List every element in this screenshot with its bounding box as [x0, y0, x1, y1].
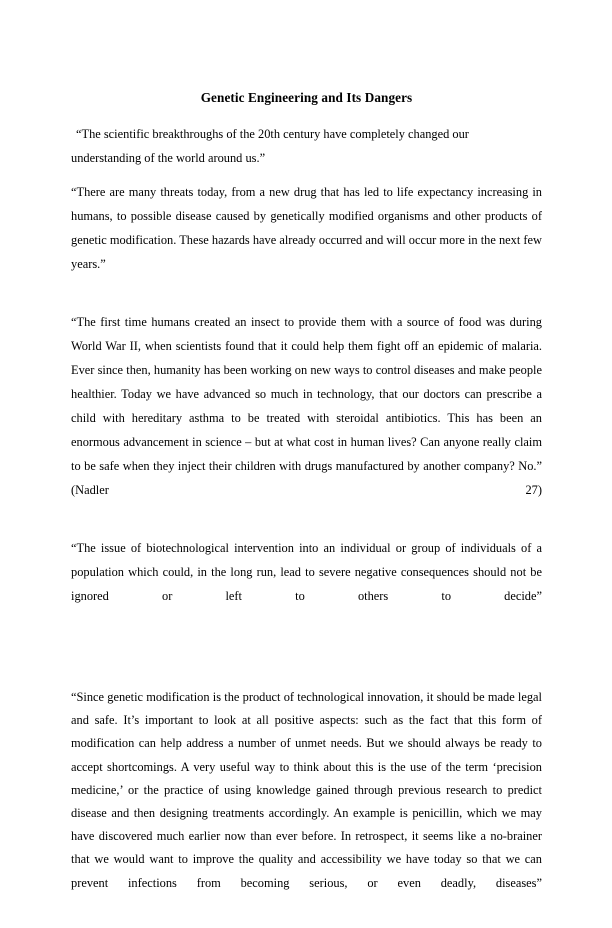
paragraph-threats: “There are many threats today, from a new drug that has led to life expectancy increasing in humans, to possible disease caused by genetically modified organisms and other products of genetic modification. These hazards have already occurred and will occur more in the next few years.” — [71, 185, 542, 271]
paragraph-history-citation: “The first time humans created an insect to provide them with a source of food was during World War II, when scientists found that it could help them fight off an epidemic of malaria. Ever since then, humanity has been working on new ways to control diseases and make people healthier. Today we have advanced so much in technology, that our doctors can prescribe a child with hereditary asthma to be treated with steroidal antibiotics. This has been an enormous advancement in science – but at what cost in human lives? Can anyone really claim to be safe when they inject their children with drugs manufactured by another company? No.” (Nadler 27) — [71, 315, 542, 497]
page-title: Genetic Engineering and Its Dangers — [200, 90, 413, 105]
paragraph-precision-medicine: “Since genetic modification is the product of technological innovation, it should be made legal and safe. It’s important to look at all positive aspects: such as the fact that this form of modification can help address a number of unmet needs. But we should always be ready to accept shortcomings. A very useful way to think about this is the use of the term ‘precision medicine,’ or the practice of using knowledge gained through previous research to predict disease and then designing treatments accordingly. An example is penicillin, which we may have discovered much earlier now than ever before. In retrospect, it seems like a no-brainer that we would want to improve the quality and accessibility we have today so that we can prevent infections from becoming serious, or even deadly, diseases” — [71, 690, 542, 890]
paragraph-biotechnological-intervention: “The issue of biotechnological intervention into an individual or group of individuals of a population which could, in the long run, lead to severe negative consequences should not be ignored or left to others to decide” — [71, 541, 542, 603]
blank-line-spacer-secondary — [71, 666, 542, 686]
document-body — [71, 88, 542, 928]
paragraph-opening-quote: “The scientific breakthroughs of the 20th century have completely changed our understanding of the world around us.” — [71, 127, 469, 165]
blank-line-spacer — [71, 642, 542, 666]
